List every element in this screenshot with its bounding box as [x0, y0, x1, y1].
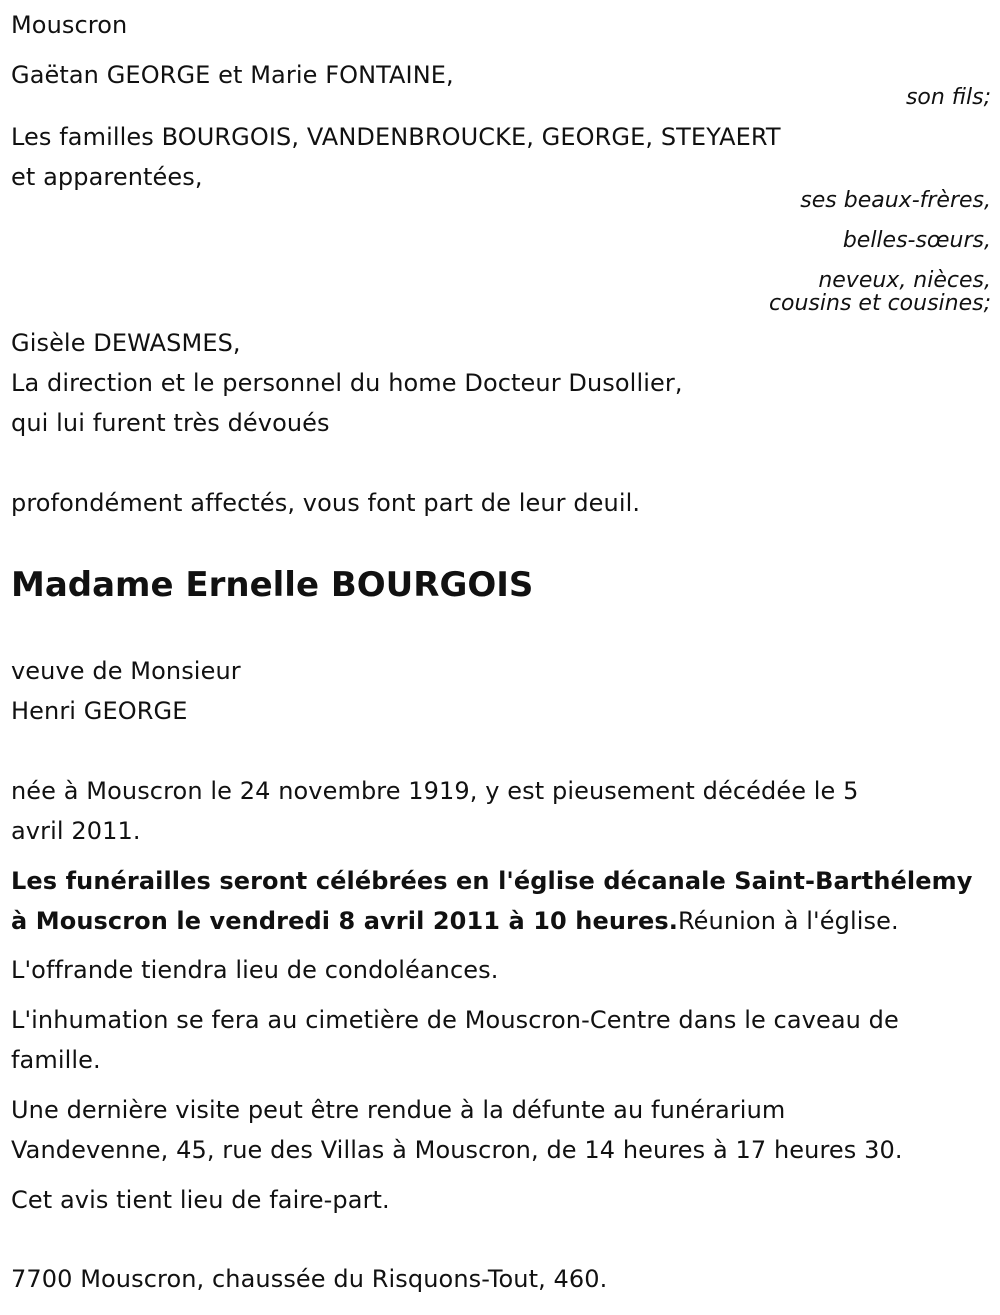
gisele-line: Gisèle DEWASMES,	[11, 329, 241, 357]
affected-line: profondément affectés, vous font part de leur deuil.	[11, 489, 641, 517]
visit-line-1: Une dernière visite peut être rendue à la défunte au funérarium	[11, 1096, 786, 1124]
birth-line-2: avril 2011.	[11, 817, 141, 845]
address-line: 7700 Mouscron, chaussée du Risquons-Tout, 460.	[11, 1265, 608, 1293]
funeral-meeting: Réunion à l'église.	[677, 907, 899, 935]
birth-line-1: née à Mouscron le 24 novembre 1919, y est pieusement décédée le 5	[11, 777, 859, 805]
parents-line: Gaëtan GEORGE et Marie FONTAINE,	[11, 61, 454, 89]
visit-line-2: Vandevenne, 45, rue des Villas à Mouscron, de 14 heures à 17 heures 30.	[11, 1136, 903, 1164]
widow-line-2: Henri GEORGE	[11, 697, 188, 725]
burial-line-1: L'inhumation se fera au cimetière de Mouscron-Centre dans le caveau de	[11, 1006, 899, 1034]
direction-line: La direction et le personnel du home Docteur Dusollier,	[11, 369, 683, 397]
relation-son: son fils;	[905, 85, 991, 110]
offering-line: L'offrande tiendra lieu de condoléances.	[11, 956, 499, 984]
families-line-2: et apparentées,	[11, 163, 203, 191]
relation-brothers: ses beaux-frères,	[800, 188, 991, 213]
deceased-name: Madame Ernelle BOURGOIS	[11, 565, 534, 605]
relation-cousins: cousins et cousines;	[768, 291, 991, 316]
funeral-line-2	[11, 906, 899, 936]
widow-line-1: veuve de Monsieur	[11, 657, 241, 685]
relation-nephews: neveux, nièces,	[818, 268, 991, 293]
obituary-page	[11, 0, 991, 1315]
notice-line: Cet avis tient lieu de faire-part.	[11, 1186, 390, 1214]
families-line-1: Les familles BOURGOIS, VANDENBROUCKE, GEORGE, STEYAERT	[11, 123, 781, 151]
funeral-date: à Mouscron le vendredi 8 avril 2011 à 10 heures.	[11, 907, 678, 935]
relation-sisters: belles-sœurs,	[842, 228, 991, 253]
devoted-line: qui lui furent très dévoués	[11, 409, 330, 437]
burial-line-2: famille.	[11, 1046, 101, 1074]
place-line: Mouscron	[11, 11, 128, 39]
funeral-line-1: Les funérailles seront célébrées en l'église décanale Saint-Barthélemy	[11, 867, 973, 895]
